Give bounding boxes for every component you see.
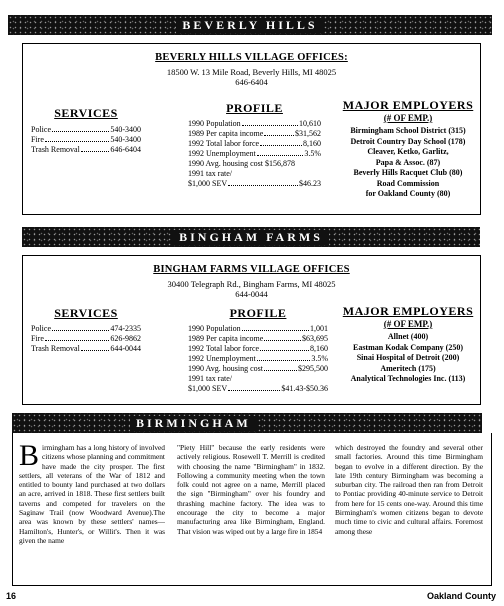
beverly-employers: [341, 98, 475, 200]
birmingham-banner: [12, 413, 482, 433]
profile-row: 1990 Population 10,610: [188, 119, 321, 128]
beverly-employers-header: MAJOR EMPLOYERS: [342, 98, 474, 112]
article-column-3-text: which destroyed the foundry and several other small factories. Around this time Birmingham began to evolve in a different direction. By the late 19th century Birmingham was becoming a suburban city. The railroad then ran from Detroit to Pontiac providing 40-minute service to Detroit from here for 15 cents one-way. Around this time Birmingham's women citizens began to devote much time to civic and cultural affairs. Foremost among these: [335, 443, 483, 536]
bingham-farms-banner: [22, 227, 480, 247]
page-number: 16: [6, 591, 17, 601]
bingham-employers-header: MAJOR EMPLOYERS: [342, 304, 474, 318]
beverly-profile-header: PROFILE: [226, 101, 283, 115]
bingham-employers: [341, 304, 475, 385]
employer-item: Papa & Assoc. (87): [375, 157, 441, 167]
employer-item: Road Commission: [376, 178, 440, 188]
beverly-hills-banner-text: BEVERLY HILLS: [176, 18, 323, 33]
beverly-phone: 646-6404: [235, 77, 268, 87]
service-row: Fire 626-9862: [31, 334, 141, 343]
bingham-profile-header: PROFILE: [229, 306, 287, 320]
profile-row: 1990 Avg. housing cost $295,500: [188, 364, 328, 373]
employer-item: Eastman Kodak Company (250): [352, 342, 463, 352]
dropcap-letter: B: [19, 443, 40, 472]
article-column-1-text: irmingham has a long history of involved citizens whose planning and commitment have made the city prosper. The first settlers, all veterans of the War of 1812 and entitled to bounty land purchased at two dollars an acre, arrived in 1818. These first settlers built taverns and competed for travelers on the Saginaw Trail (now Woodward Avenue).The area was known by these settlers' names—Hamilton's, Hunter's, or Willit's. Then it was given the name: [19, 443, 165, 545]
beverly-hills-info-box: [22, 43, 481, 215]
profile-row: $1,000 SEV $41.43-$50.36: [188, 384, 328, 393]
bingham-services: [31, 306, 141, 354]
birmingham-article-box: [12, 433, 492, 586]
bingham-phone: 644-0044: [235, 289, 268, 299]
employer-item: Birmingham School District (315): [350, 126, 466, 135]
profile-row: 1990 Avg. housing cost $156,878: [188, 159, 295, 168]
beverly-employers-sub: (# OF EMP.): [383, 113, 433, 123]
bingham-services-header: SERVICES: [54, 306, 118, 320]
beverly-address: 18500 W. 13 Mile Road, Beverly Hills, MI 48025: [166, 67, 337, 77]
employer-item: Allnet (400): [387, 332, 429, 341]
employer-item: Ameritech (175): [380, 363, 436, 373]
service-row: Police 540-3400: [31, 125, 141, 134]
bingham-employers-sub: (# OF EMP.): [383, 319, 433, 329]
article-column-1: [19, 443, 165, 583]
bingham-office-title: BINGHAM FARMS VILLAGE OFFICES: [153, 264, 350, 275]
employer-item: Cleaver, Ketko, Garlitz,: [367, 147, 449, 156]
bingham-profile: [188, 306, 328, 394]
publication-name: Oakland County: [426, 591, 496, 601]
service-row: Trash Removal 646-6404: [31, 145, 141, 154]
profile-row: 1989 Per capita income $31,562: [188, 129, 321, 138]
service-row: Trash Removal 644-0044: [31, 344, 141, 353]
article-column-2-text: "Piety Hill" because the early residents were actively religious. Rosewell T. Merrill is credited with choosing the name "Birmingham" in 1832. Following a community meeting when the town folk could not agree on a name, Merrill placed the sign "Birmingham" over his foundry and thrashing machine factory. The idea was to encourage the city to become a major manufacturing area like Birmingham, England. That vision was wiped out by a large fire in 1854: [177, 443, 325, 536]
bingham-farms-info-box: [22, 255, 481, 405]
bingham-farms-banner-text: BINGHAM FARMS: [173, 230, 329, 245]
profile-row: $1,000 SEV $46.23: [188, 179, 321, 188]
beverly-office-title: BEVERLY HILLS VILLAGE OFFICES:: [155, 52, 348, 63]
article-column-2: [177, 443, 325, 583]
employer-item: Analytical Technologies Inc. (113): [350, 374, 466, 383]
service-row: Police 474-2335: [31, 324, 141, 333]
beverly-hills-banner: [8, 15, 492, 35]
bingham-address: 30400 Telegraph Rd., Bingham Farms, MI 48025: [167, 279, 336, 289]
article-column-3: [335, 443, 483, 583]
birmingham-banner-text: BIRMINGHAM: [130, 416, 257, 431]
profile-row: 1991 tax rate/: [188, 374, 232, 383]
profile-row: 1990 Population 1,001: [188, 324, 328, 333]
beverly-services-header: SERVICES: [54, 106, 118, 120]
beverly-profile: [188, 101, 321, 189]
profile-row: 1992 Total labor force 8,160: [188, 344, 328, 353]
profile-row: 1992 Total labor force 8,160: [188, 139, 321, 148]
beverly-services: [31, 106, 141, 155]
employer-item: Beverly Hills Racquet Club (80): [353, 168, 463, 177]
profile-row: 1992 Unemployment 3.5%: [188, 354, 328, 363]
service-row: Fire 540-3400: [31, 135, 141, 144]
employer-item: Sinai Hospital of Detroit (200): [356, 353, 460, 362]
profile-row: 1991 tax rate/: [188, 169, 232, 178]
employer-item: for Oakland County (80): [365, 189, 451, 198]
profile-row: 1989 Per capita income $63,695: [188, 334, 328, 343]
profile-row: 1992 Unemployment 3.5%: [188, 149, 321, 158]
employer-item: Detroit Country Day School (178): [350, 136, 466, 146]
